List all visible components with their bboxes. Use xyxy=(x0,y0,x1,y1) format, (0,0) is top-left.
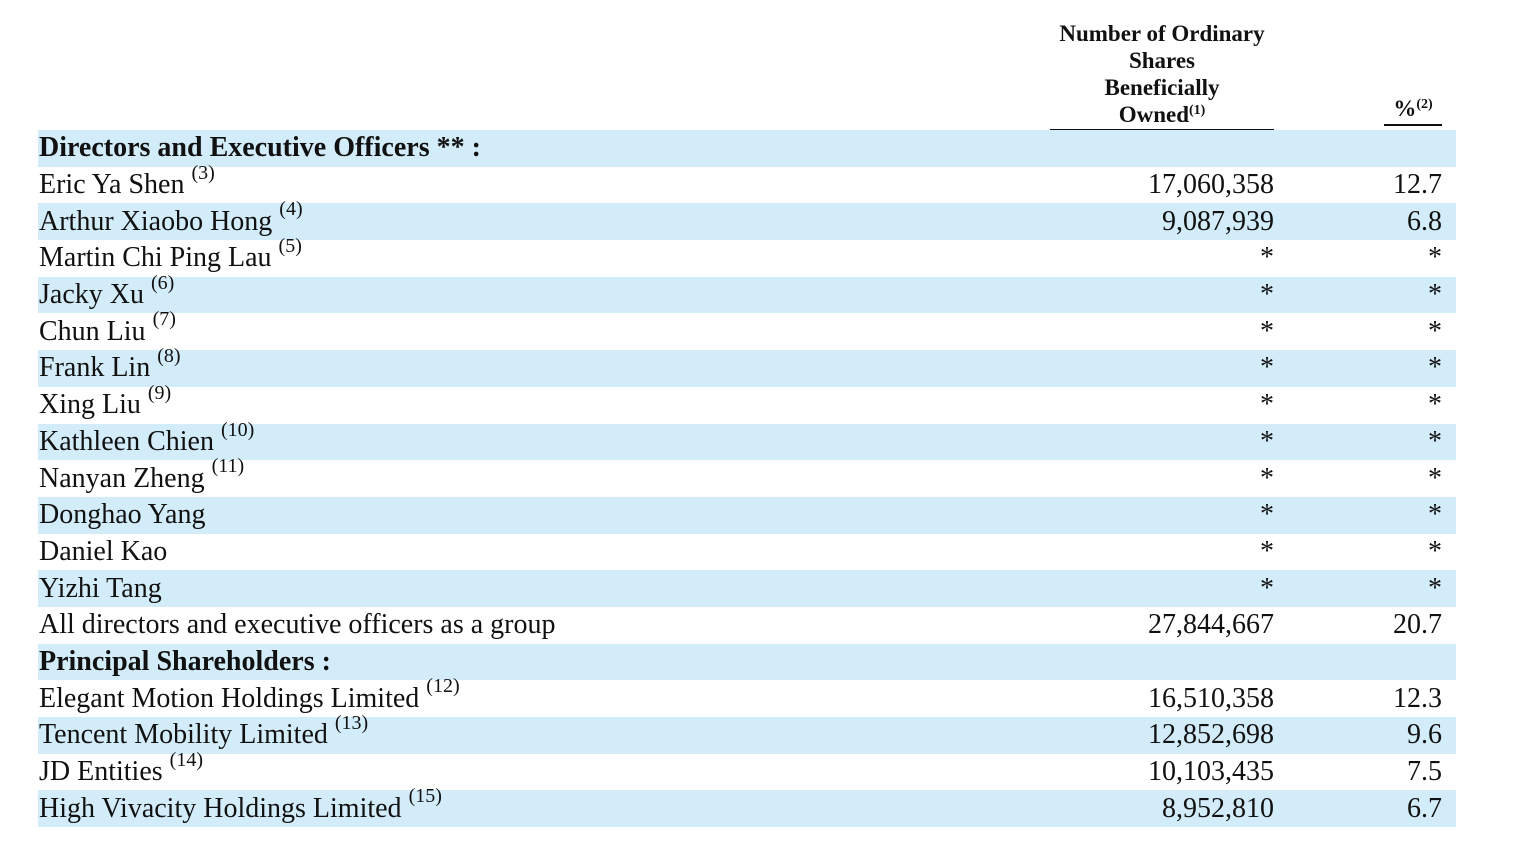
holder-name: Principal Shareholders : xyxy=(39,645,331,677)
holder-name-cell xyxy=(39,455,245,495)
holder-name-cell xyxy=(39,712,369,751)
shares-owned: * xyxy=(1260,352,1274,384)
holder-name-cell xyxy=(39,198,303,238)
footnote-ref: (4) xyxy=(279,198,303,221)
holder-name-cell xyxy=(39,345,181,384)
table-row xyxy=(38,345,1456,387)
shares-header-line-4 xyxy=(1050,101,1274,128)
table-row xyxy=(38,308,1456,350)
footnote-ref: (13) xyxy=(334,712,369,735)
holder-name-cell xyxy=(39,235,302,274)
holder-name: Frank Lin xyxy=(39,352,151,384)
footnote-ref: (7) xyxy=(152,308,176,331)
shares-owned: 9,087,939 xyxy=(1162,205,1274,237)
holder-name-cell xyxy=(39,785,442,825)
shares-owned: 27,844,667 xyxy=(1148,609,1274,641)
shares-owned: * xyxy=(1260,499,1274,531)
table-row xyxy=(38,675,1456,717)
footnote-ref: (15) xyxy=(408,785,442,808)
table-row xyxy=(38,607,1456,644)
shares-owned: * xyxy=(1260,279,1274,311)
table-row xyxy=(38,748,1456,791)
holder-name: High Vivacity Holdings Limited xyxy=(39,792,402,824)
table-row xyxy=(38,271,1456,314)
percent-owned: 12.3 xyxy=(1393,682,1442,714)
holder-name-cell xyxy=(39,748,203,788)
holder-name: Chun Liu xyxy=(39,315,146,347)
holder-name: Eric Ya Shen xyxy=(39,169,185,201)
percent-owned: 6.7 xyxy=(1407,792,1442,824)
holder-name-cell xyxy=(39,573,162,605)
holder-name: Xing Liu xyxy=(39,389,141,421)
footnote-ref: (12) xyxy=(426,675,460,698)
table-row xyxy=(38,534,1456,571)
shares-owned: 17,060,358 xyxy=(1148,169,1274,201)
shares-header-line-2: Shares xyxy=(1128,48,1196,73)
percent-owned: * xyxy=(1428,352,1442,384)
percent-owned: 9.6 xyxy=(1407,719,1442,751)
shares-column-header xyxy=(1050,20,1274,131)
holder-name: Martin Chi Ping Lau xyxy=(39,242,272,274)
percent-header-label: % xyxy=(1393,96,1417,121)
footnote-ref: (10) xyxy=(220,418,255,441)
holder-name-cell xyxy=(39,418,255,458)
shares-owned: * xyxy=(1260,242,1274,274)
percent-owned: * xyxy=(1428,499,1442,531)
shares-owned: 12,852,698 xyxy=(1148,719,1274,751)
percent-owned: * xyxy=(1428,242,1442,274)
holder-name-cell xyxy=(39,381,172,421)
footnote-ref: (3) xyxy=(191,161,215,184)
table-row xyxy=(38,712,1456,754)
holder-name: Yizhi Tang xyxy=(39,572,162,604)
holder-name: Jacky Xu xyxy=(39,279,144,311)
section-title xyxy=(39,132,481,164)
holder-name: Tencent Mobility Limited xyxy=(39,719,328,751)
footnote-ref: (14) xyxy=(169,748,203,771)
shares-owned: 16,510,358 xyxy=(1148,682,1274,714)
shares-owned: * xyxy=(1260,425,1274,457)
section-title xyxy=(39,646,331,678)
percent-owned: 7.5 xyxy=(1407,756,1442,788)
shares-owned: * xyxy=(1260,535,1274,567)
percent-owned: * xyxy=(1428,462,1442,494)
holder-name: Nanyan Zheng xyxy=(39,462,205,494)
footnote-ref: (8) xyxy=(157,345,181,368)
percent-column-header xyxy=(1384,94,1442,126)
percent-owned: 12.7 xyxy=(1393,169,1442,201)
shares-owned: 8,952,810 xyxy=(1162,792,1274,824)
section-header-row xyxy=(38,130,1456,167)
shares-owned: 10,103,435 xyxy=(1148,756,1274,788)
shares-owned: * xyxy=(1260,462,1274,494)
percent-owned: * xyxy=(1428,572,1442,604)
shares-owned: * xyxy=(1260,572,1274,604)
shares-header-line-3: Beneficially xyxy=(1104,75,1220,100)
holder-name: Daniel Kao xyxy=(39,535,168,567)
percent-owned: * xyxy=(1428,535,1442,567)
section-header-row xyxy=(38,644,1456,681)
table-header xyxy=(0,0,1522,130)
holder-name: Kathleen Chien xyxy=(39,425,214,457)
holder-name: JD Entities xyxy=(39,756,163,788)
holder-name-cell xyxy=(39,609,556,641)
percent-owned: * xyxy=(1428,425,1442,457)
holder-name: All directors and executive officers as a group xyxy=(39,609,556,641)
percent-owned: * xyxy=(1428,279,1442,311)
percent-owned: 20.7 xyxy=(1393,609,1442,641)
table-row xyxy=(38,198,1456,240)
table-row xyxy=(38,235,1456,277)
percent-owned: * xyxy=(1428,315,1442,347)
table-row xyxy=(38,161,1456,204)
holder-name-cell xyxy=(39,675,460,715)
table-row xyxy=(38,418,1456,461)
holder-name-cell xyxy=(39,308,176,348)
holder-name-cell xyxy=(39,499,205,531)
shares-header-line-1: Number of Ordinary xyxy=(1059,21,1265,46)
percent-header-note: (2) xyxy=(1416,97,1433,112)
shares-header-note: (1) xyxy=(1188,103,1206,118)
table-row xyxy=(38,785,1456,827)
holder-name: Arthur Xiaobo Hong xyxy=(39,205,273,237)
percent-owned: 6.8 xyxy=(1407,205,1442,237)
shares-owned: * xyxy=(1260,389,1274,421)
percent-owned: * xyxy=(1428,389,1442,421)
shares-header-owned: Owned xyxy=(1118,102,1189,127)
table-row xyxy=(38,570,1456,607)
holder-name-cell xyxy=(39,536,167,568)
footnote-ref: (11) xyxy=(211,455,245,478)
holder-name: Donghao Yang xyxy=(39,499,206,531)
table-row xyxy=(38,497,1456,534)
holder-name-cell xyxy=(39,161,215,201)
holder-name: Elegant Motion Holdings Limited xyxy=(39,682,420,714)
holder-name-cell xyxy=(39,271,175,311)
ownership-table xyxy=(38,130,1456,827)
footnote-ref: (5) xyxy=(278,235,302,258)
shares-owned: * xyxy=(1260,315,1274,347)
table-row xyxy=(38,455,1456,497)
footnote-ref: (9) xyxy=(147,381,172,404)
holder-name: Directors and Executive Officers ** : xyxy=(39,132,481,164)
footnote-ref: (6) xyxy=(150,271,175,294)
